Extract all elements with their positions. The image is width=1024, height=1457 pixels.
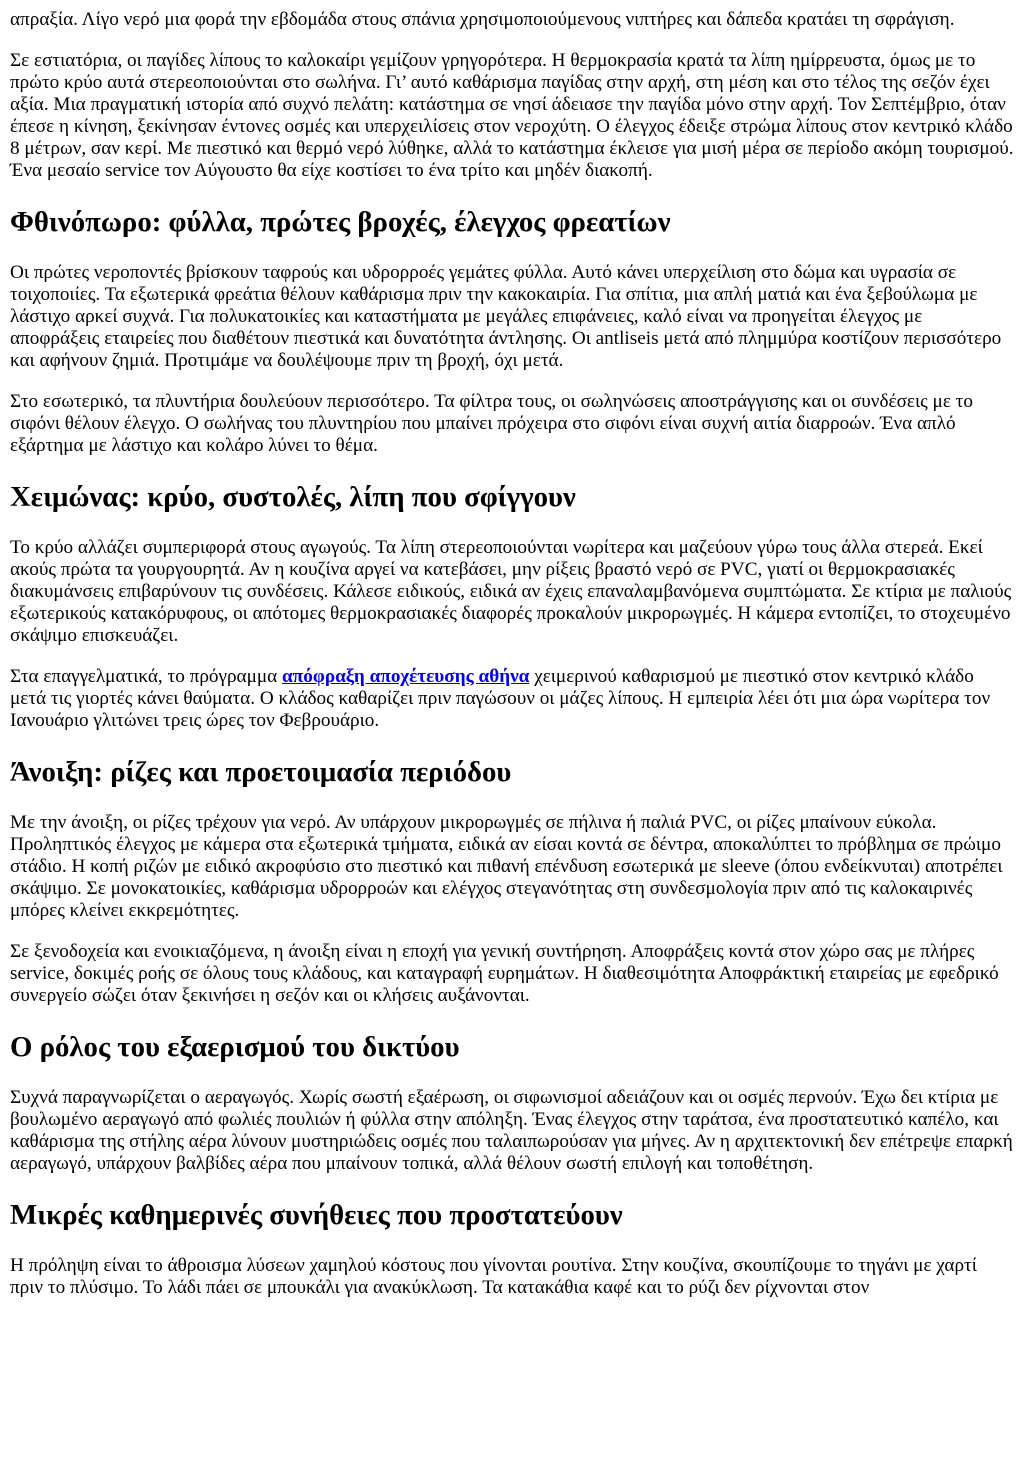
autumn-paragraph-1: Οι πρώτες νεροποντές βρίσκουν ταφρούς και υδρορροές γεμάτες φύλλα. Αυτό κάνει υπερχείλιση στο δώμα και υγρασία σε τοιχοποιίες. Τα εξωτερικά φρεάτια θέλουν καθάρισμα πριν την κακοκαιρία. Για σπίτια, μια απλή ματιά και ένα ξεβούλωμα με λάστιχο αρκεί συχνά. Για πολυκατοικίες και καταστήματα με μεγάλες επιφάνειες, καλό είναι να προηγείται έλεγχος με αποφράξεις εταιρείες που διαθέτουν πιεστικά και δυνατότητα άντλησης. Οι antliseis μετά από πλημμύρα κοστίζουν περισσότερο και αφήνουν ζημιά. Προτιμάμε να δουλέψουμε πριν τη βροχή, όχι μετά. [10,262,1002,371]
article-page [10,9,1014,1299]
summer-restaurants-paragraph: Σε εστιατόρια, οι παγίδες λίπους το καλοκαίρι γεμίζουν γρηγορότερα. Η θερμοκρασία κρατά τα λίπη ημίρρευστα, όμως με το πρώτο κρύο αυτά στερεοποιούνται στο σωλήνα. Γι’ αυτό καθάρισμα παγίδας στην αρχή, στη μέση και στο τέλος της σεζόν έχει αξία. Μια πραγματική ιστορία από συχνό πελάτη: κατάστημα σε νησί άδειασε την παγίδα μόνο στην αρχή. Τον Σεπτέμβριο, όταν έπεσε η κίνηση, ξεκίνησαν έντονες οσμές και υπερχειλίσεις στον νεροχύτη. Ο έλεγχος έδειξε στρώμα λίπους στον κεντρικό κλάδο 8 μέτρων, σαν κερί. Με πιεστικό και θερμό νερό λύθηκε, αλλά το κατάστημα έκλεισε για μισή μέρα σε περίοδο ακόμη τουρισμού. Ένα μεσαίο service τον Αύγουστο θα είχε κοστίσει το ένα τρίτο και μηδέν διακοπή. [10,50,1014,181]
winter-paragraph-1: Το κρύο αλλάζει συμπεριφορά στους αγωγούς. Τα λίπη στερεοποιούνται νωρίτερα και μαζεύουν γύρω τους άλλα στερεά. Εκεί ακούς πρώτα τα γουργουρητά. Αν η κουζίνα αργεί να κατεβάσει, μην ρίξεις βραστό νερό σε PVC, γιατί οι θερμοκρασιακές διακυμάνσεις επιβαρύνουν τις συνδέσεις. Κάλεσε ειδικούς, ειδικά αν έχεις επαναλαμβανόμενα συμπτώματα. Σε κτίρια με παλιούς εξωτερικούς κατακόρυφους, οι απότομες θερμοκρασιακές διαφορές προκαλούν μικρορωγμές. Η κάμερα εντοπίζει, το στοχευμένο σκάψιμο επισκευάζει. [10,537,1012,646]
habits-paragraph-1: Η πρόληψη είναι το άθροισμα λύσεων χαμηλού κόστους που γίνονται ρουτίνα. Στην κουζίνα, σκουπίζουμε το τηγάνι με χαρτί πριν το πλύσιμο. Το λάδι πάει σε μπουκάλι για ανακύκλωση. Τα κατακάθια καφέ και το ρύζι δεν ρίχνονται στον [10,1255,977,1298]
drain-cleaning-athens-link[interactable]: απόφραξη αποχέτευσης αθήνα [282,666,530,687]
spring-paragraph-1: Με την άνοιξη, οι ρίζες τρέχουν για νερό. Αν υπάρχουν μικρορωγμές σε πήλινα ή παλιά PVC, οι ρίζες μπαίνουν εύκολα. Προληπτικός έλεγχος με κάμερα στα εξωτερικά τμήματα, ειδικά αν είσαι κοντά σε δέντρα, αποκαλύπτει το πρόβλημα σε πρώιμο στάδιο. Η κοπή ριζών με ειδικό ακροφύσιο στο πιεστικό και πιθανή επένδυση εσωτερικά με sleeve (όπου ενδείκνυται) αποτρέπει σκάψιμο. Σε μονοκατοικίες, καθάρισμα υδρορροών και ελέγχος στεγανότητας στη συνδεσμολογία πριν από τις καλοκαιρινές μπόρες κλείνει εκκρεμότητες. [10,812,1003,921]
heading-daily-habits: Μικρές καθημερινές συνήθειες που προστατεύουν [10,1199,623,1231]
heading-autumn: Φθινόπωρο: φύλλα, πρώτες βροχές, έλεγχος φρεατίων [10,206,671,238]
link-paragraph-after-text: χειμερινού καθαρισμού με πιεστικό στον κεντρικό κλάδο μετά τις γιορτές κάνει θαύματα. Ο κλάδος καθαρίζει πριν παγώσουν οι μάζες λίπους. Η εμπειρία λέει ότι μια ώρα νωρίτερα τον Ιανουάριο γλιτώνει τρεις ώρες τον Φεβρουάριο. [10,666,991,731]
spring-paragraph-2: Σε ξενοδοχεία και ενοικιαζόμενα, η άνοιξη είναι η εποχή για γενική συντήρηση. Αποφράξεις κοντά στον χώρο σας με πλήρες service, δοκιμές ροής σε όλους τους κλάδους, και καταγραφή ευρημάτων. Η διαθεσιμότητα Αποφράκτική εταιρείας με εφεδρικό συνεργείο σώζει όταν ξεκινήσει η σεζόν και οι κλήσεις αυξάνονται. [10,941,999,1006]
winter-paragraph-link [10,666,1014,732]
venting-paragraph-1: Συχνά παραγνωρίζεται ο αεραγωγός. Χωρίς σωστή εξαέρωση, οι σιφωνισμοί αδειάζουν και οι οσμές περνούν. Έχω δει κτίρια με βουλωμένο αεραγωγό από φωλιές πουλιών ή φύλλα στην απόληξη. Ένας έλεγχος στην ταράτσα, ένα προστατευτικό καπέλο, και καθάρισμα της στήλης αέρα λύνουν μυστηριώδεις οσμές που ταλαιπωρούσαν για μήνες. Αν η αρχιτεκτονική δεν επέτρεψε επαρκή αεραγωγό, υπάρχουν βαλβίδες αέρα που μπαίνουν τοπικά, αλλά θέλουν σωστή επιλογή και τοποθέτηση. [10,1087,1013,1174]
heading-winter: Χειμώνας: κρύο, συστολές, λίπη που σφίγγουν [10,481,576,513]
heading-spring: Άνοιξη: ρίζες και προετοιμασία περιόδου [10,756,512,788]
intro-continuation-paragraph: απραξία. Λίγο νερό μια φορά την εβδομάδα στους σπάνια χρησιμοποιούμενους νιπτήρες και δάπεδα κρατάει τη σφράγιση. [10,9,955,30]
heading-venting: Ο ρόλος του εξαερισμού του δικτύου [10,1031,460,1063]
autumn-paragraph-2: Στο εσωτερικό, τα πλυντήρια δουλεύουν περισσότερο. Τα φίλτρα τους, οι σωληνώσεις αποστράγγισης και οι συνδέσεις με το σιφόνι θέλουν έλεγχο. Ο σωλήνας του πλυντηρίου που μπαίνει πρόχειρα στο σιφόνι είναι συχνή αιτία διαρροών. Ένα απλό εξάρτημα με λάστιχο και κολάρο λύνει το θέμα. [10,391,973,456]
link-paragraph-before-text: Στα επαγγελματικά, το πρόγραμμα [10,666,283,687]
